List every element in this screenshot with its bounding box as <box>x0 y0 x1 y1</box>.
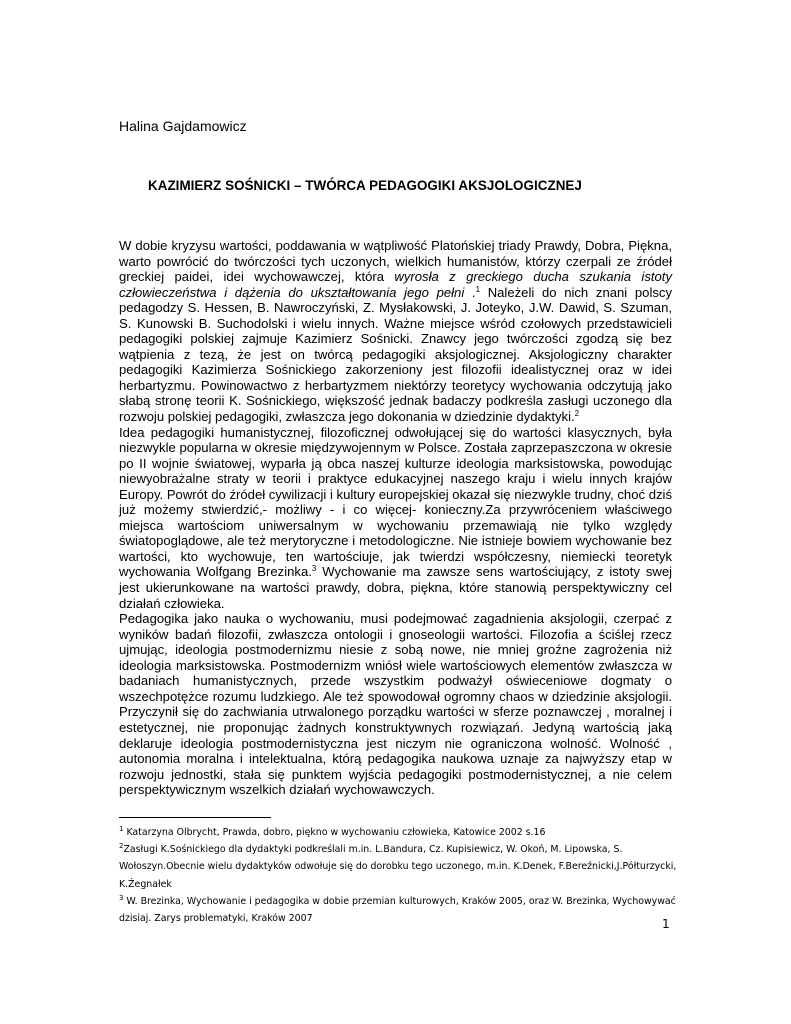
footnote-1-text: Katarzyna Olbrycht, Prawda, dobro, piękno w wychowaniu człowieka, Katowice 2002 s.16 <box>123 827 546 838</box>
paragraph-1-quote: wyrosła z greckiego ducha szukania istoty człowieczeństwa i dążenia do ukształtowania jego pełni <box>119 269 672 300</box>
body-text <box>119 238 672 798</box>
footnote-1 <box>119 824 679 841</box>
footnote-3 <box>119 893 679 927</box>
footnote-2-text: Zasługi K.Sośnickiego dla dydaktyki podkreślali m.in. L.Bandura, Cz. Kupisiewicz, W. Okoń, M. Lipowska, S. Wołoszyn.Obecnie wielu dydaktyków odwołuje się do dorobku tego uczonego, m.in. K.Denek, F.Bereźnicki,J.Półturzycki, K.Żegnałek <box>119 844 677 890</box>
footnote-separator <box>119 817 271 818</box>
paragraph-1 <box>119 238 672 425</box>
document-title: KAZIMIERZ SOŚNICKI – TWÓRCA PEDAGOGIKI AKSJOLOGICZNEJ <box>148 178 582 193</box>
author-name: Halina Gajdamowicz <box>119 118 247 134</box>
paragraph-2-text-b: Wychowanie ma zawsze sens wartościujący, z istoty swej jest ukierunkowane na wartości prawdy, dobra, piękna, które stanowią perspektywiczny cel działań człowieka. <box>119 564 673 611</box>
paragraph-2 <box>119 425 672 612</box>
footnote-ref-1[interactable]: 1 <box>475 284 481 294</box>
paragraph-1-text-a: W dobie kryzysu wartości, poddawania w wątpliwość Platońskiej triady Prawdy, Dobra, Piękna, warto powrócić do twórczości tych uczonych, wielkich humanistów, którzy czerpali ze źródeł greckiej paidei, idei wychowawczej, która <box>119 238 672 285</box>
paragraph-1-text-b: . <box>464 284 476 300</box>
page-number: 1 <box>662 917 670 931</box>
paragraph-1-text-c: Należeli do nich znani polscy pedagodzy S. Hessen, B. Nawroczyński, Z. Mysłakowski, J. Joteyko, J.W. Dawid, S. Szuman, S. Kunowski B. Suchodolski i wielu innych. Ważne miejsce wśród czołowych przedstawicieli pedagogiki polskiej zajmuje Kazimierz Sośnicki. Znawcy jego twórczości zgodzą się bez wątpienia z tezą, że jest on twórcą pedagogiki aksjologicznej. Aksjologiczny charakter pedagogiki Kazimierza Sośnickiego zakorzeniony jest filozofii idealistycznej oraz w idei herbartyzmu. Powinowactwo z herbartyzmem niektórzy teoretycy wychowania odczytują jako słabą stronę teorii K. Sośnickiego, większość jednak badaczy podkreśla zasługi uczonego dla rozwoju polskiej pedagogiki, zwłaszcza jego dokonania w dziedzinie dydaktyki. <box>119 284 672 425</box>
footnote-3-text: W. Brezinka, Wychowanie i pedagogika w dobie przemian kulturowych, Kraków 2005, oraz W. Brezinka, Wychowywać dzisiaj. Zarys problematyki, Kraków 2007 <box>119 895 676 925</box>
footnote-ref-2[interactable]: 2 <box>574 409 580 419</box>
paragraph-2-text-a: Idea pedagogiki humanistycznej, filozoficznej odwołującej się do wartości klasycznych, była niezwykle popularna w okresie międzywojennym w Polsce. Została zaprzepaszczona w okresie po II wojnie światowej, wyparła ją obca naszej kulturze ideologia marksistowska, powodując niewyobrażalne straty w teorii i praktyce edukacyjnej naszego kraju i wielu innych krajów Europy. Powrót do źródeł cywilizacji i kultury europejskiej okazał się niezwykle trudny, choć dziś już możemy stwierdzić,- możliwy - i co więcej- konieczny.Za przywróceniem właściwego miejsca wartościom uniwersalnym w wychowaniu przemawiają nie tylko względy światopoglądowe, ale też merytoryczne i metodologiczne. Nie istnieje bowiem wychowanie bez wartości, kto wychowuje, ten wartościuje, jak twierdzi współczesny, niemiecki teoretyk wychowania Wolfgang Brezinka. <box>119 424 672 580</box>
paragraph-3-text: Pedagogika jako nauka o wychowaniu, musi podejmować zagadnienia aksjologii, czerpać z wyników badań filozofii, zwłaszcza ontologii i gnoseologii wartości. Filozofia a ściślej rzecz ujmując, ideologia postmodernizmu niesie z sobą nowe, nie mniej groźne zagrożenia niż ideologia marksistowska. Postmodernizm wniósł wiele wartościowych elementów zwłaszcza w badaniach humanistycznych, przede wszystkim podważył oświeceniowe dogmaty o wszechpotężce rozumu ludzkiego. Ale też spowodował ogromny chaos w dziedzinie aksjologii. Przyczynił się do zachwiania utrwalonego porządku wartości w sferze poznawczej , moralnej i estetycznej, nie proponując żadnych konstruktywnych rozwiązań. Jedyną wartością jaką deklaruje ideologia postmodernistyczna jest niczym nie ograniczona wolność. Wolność , autonomia moralna i intelektualna, którą pedagogika naukowa uznaje za najwyższy etap w rozwoju jednostki, stała się punktem wyjścia pedagogiki postmodernistycznej, a nie celem perspektywicznym wszelkich działań wychowawczych. <box>119 611 672 798</box>
footnotes <box>119 824 679 927</box>
footnote-2-number: 2 <box>119 842 124 851</box>
footnote-ref-3[interactable]: 3 <box>311 564 317 574</box>
paragraph-3 <box>119 611 672 798</box>
footnote-3-number: 3 <box>119 893 124 902</box>
footnote-1-number: 1 <box>119 825 124 833</box>
footnote-2 <box>119 841 679 893</box>
